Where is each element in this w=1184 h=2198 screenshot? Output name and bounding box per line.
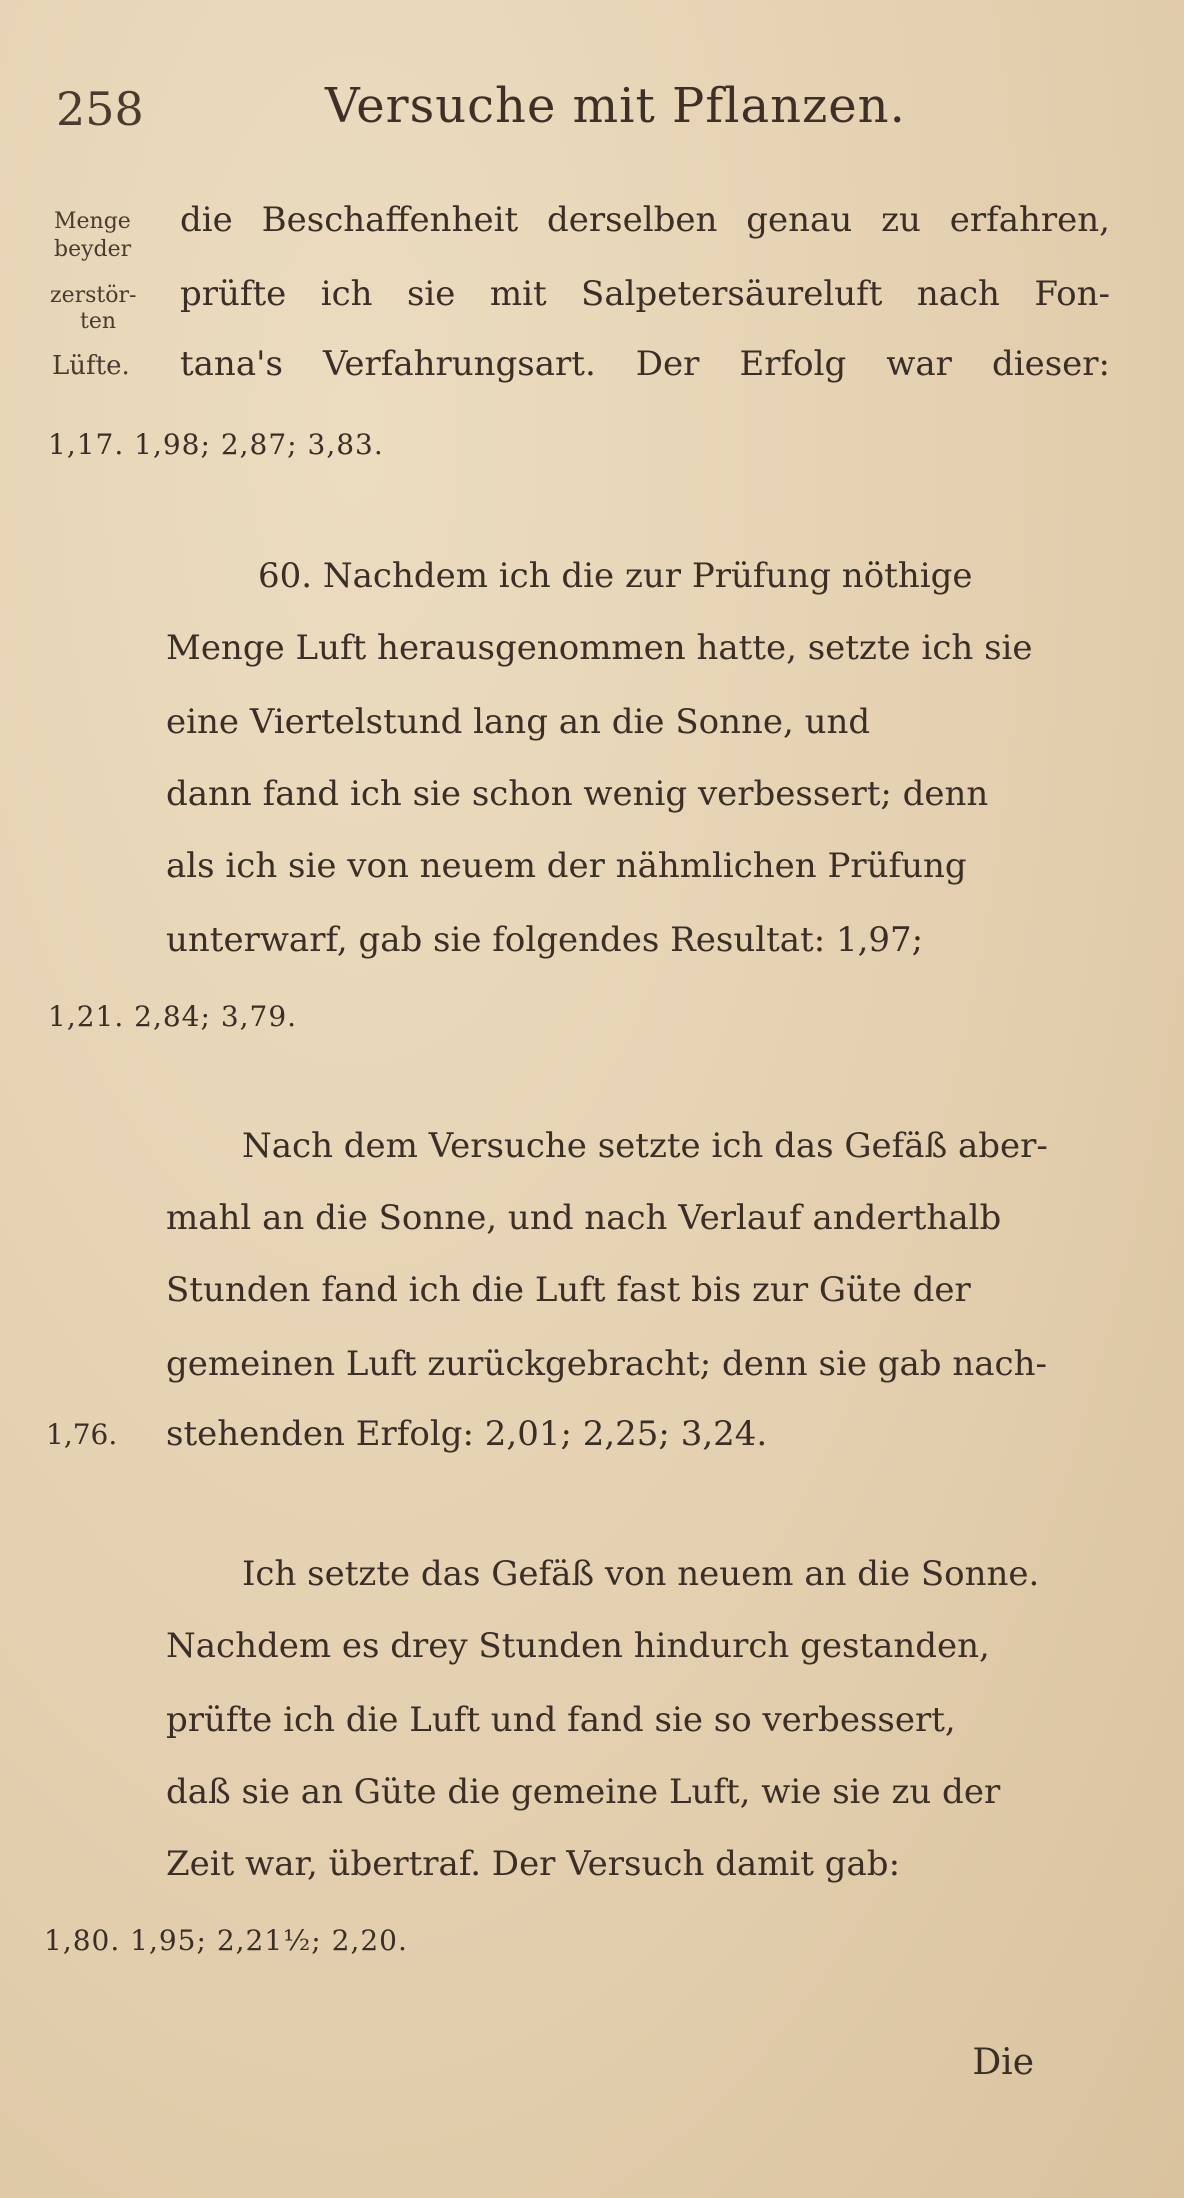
paragraph-4-numbers: 1,80. 1,95; 2,21½; 2,20. [44, 1924, 408, 1957]
paragraph-1-numbers: 1,17. 1,98; 2,87; 3,83. [48, 428, 384, 461]
paragraph-4-line-3: prüfte ich die Luft und fand sie so verbessert, [166, 1700, 956, 1740]
paragraph-3-line-3: Stunden fand ich die Luft fast bis zur Güte der [166, 1270, 971, 1310]
paragraph-1-line-1: die Beschaffenheit derselben genau zu erfahren, [180, 200, 1110, 240]
margin-note-2: beyder [54, 237, 132, 262]
paragraph-2-line-6: unterwarf, gab sie folgendes Resultat: 1,97; [166, 920, 924, 960]
paragraph-3-line-1: Nach dem Versuche setzte ich das Gefäß aber- [242, 1126, 1048, 1166]
margin-value: 1,76. [46, 1418, 118, 1451]
paragraph-2-numbers: 1,21. 2,84; 3,79. [48, 1000, 298, 1033]
paragraph-1-line-3: tana's Verfahrungsart. Der Erfolg war dieser: [180, 344, 1110, 384]
margin-note-4: ten [80, 309, 117, 334]
paragraph-3-line-2: mahl an die Sonne, und nach Verlauf anderthalb [166, 1198, 1002, 1238]
paragraph-3-line-4: gemeinen Luft zurückgebracht; denn sie gab nach- [166, 1344, 1047, 1384]
paragraph-2-line-2: Menge Luft herausgenommen hatte, setzte ich sie [166, 628, 1033, 668]
running-title: Versuche mit Pflanzen. [325, 78, 906, 134]
paragraph-2-line-3: eine Viertelstund lang an die Sonne, und [166, 702, 871, 742]
page-number: 258 [56, 82, 144, 136]
paragraph-2-line-5: als ich sie von neuem der nähmlichen Prüfung [166, 846, 967, 886]
paragraph-1-line-2: prüfte ich sie mit Salpetersäureluft nach Fon- [180, 274, 1110, 314]
catchword: Die [972, 2042, 1034, 2083]
margin-note-3: zerstör- [50, 283, 137, 308]
paragraph-3-line-5: stehenden Erfolg: 2,01; 2,25; 3,24. [166, 1414, 768, 1454]
margin-note-1: Menge [54, 209, 131, 234]
paragraph-4-line-4: daß sie an Güte die gemeine Luft, wie sie zu der [166, 1772, 1001, 1812]
margin-note-5: Lüfte. [52, 351, 130, 381]
paragraph-2-line-4: dann fand ich sie schon wenig verbessert; denn [166, 774, 989, 814]
paragraph-2-line-1: 60. Nachdem ich die zur Prüfung nöthige [258, 556, 973, 596]
paragraph-4-line-2: Nachdem es drey Stunden hindurch gestanden, [166, 1626, 990, 1666]
paragraph-4-line-1: Ich setzte das Gefäß von neuem an die Sonne. [242, 1554, 1040, 1594]
paragraph-4-line-5: Zeit war, übertraf. Der Versuch damit gab: [166, 1844, 901, 1884]
